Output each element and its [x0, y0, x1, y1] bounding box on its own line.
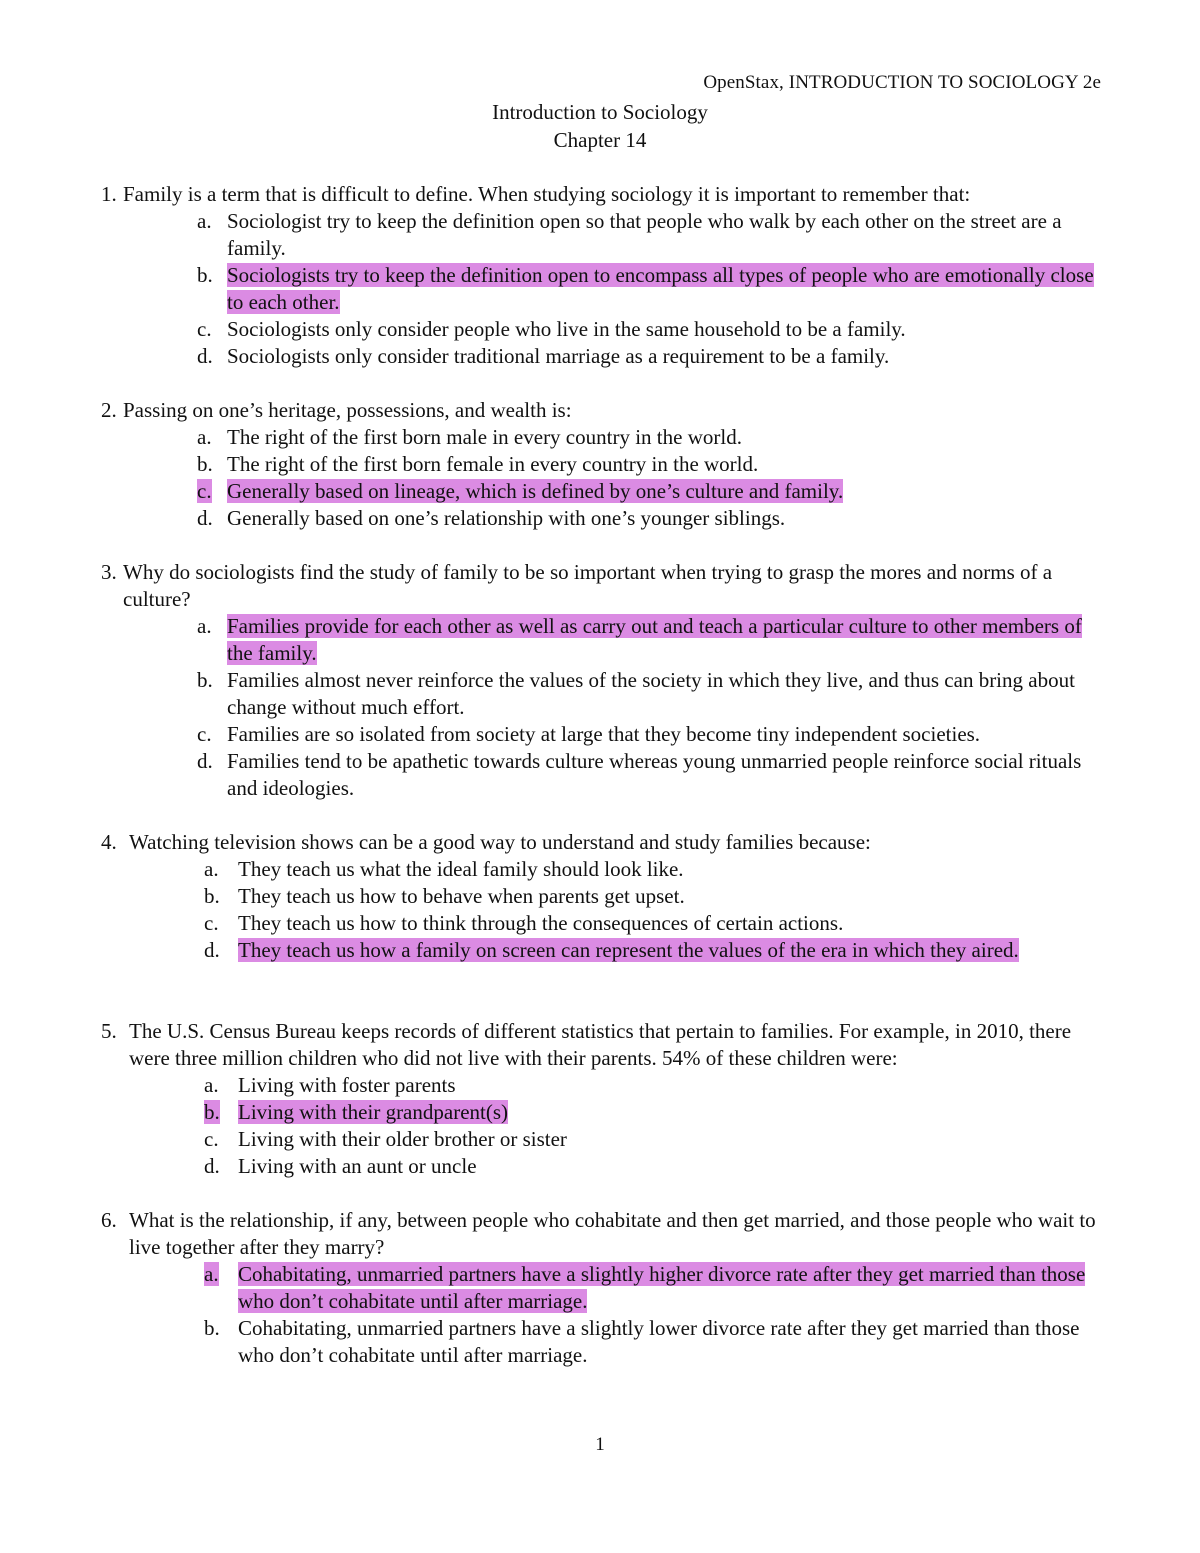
option-text: They teach us how to behave when parents get upset. — [238, 884, 685, 908]
question-5 — [101, 1018, 1111, 1180]
option-text: The right of the first born female in every country in the world. — [227, 452, 759, 476]
option-letter: d. — [204, 1154, 220, 1178]
option — [101, 1153, 1111, 1180]
question-1 — [101, 181, 1111, 370]
option-letter: d. — [197, 344, 213, 368]
option — [101, 208, 1111, 262]
question-number: 3. — [101, 560, 117, 584]
option — [101, 721, 1111, 748]
option-letter: d. — [204, 938, 220, 962]
option-letter: b. — [204, 884, 220, 908]
question-text: The U.S. Census Bureau keeps records of different statistics that pertain to families. For example, in 2010, there were three million children who did not live with their parents. 54% of these children were: — [129, 1019, 1072, 1070]
option-text: The right of the first born male in every country in the world. — [227, 425, 742, 449]
option-letter: c. — [197, 317, 212, 341]
option-text: Sociologists only consider people who live in the same household to be a family. — [227, 317, 906, 341]
option — [101, 910, 1111, 937]
question-4 — [101, 829, 1111, 964]
option-letter: b. — [197, 452, 213, 476]
question-list — [101, 181, 1111, 1369]
highlighted-answer: Living with their grandparent(s) — [238, 1100, 509, 1124]
option-text: They teach us what the ideal family should look like. — [238, 857, 684, 881]
option — [101, 424, 1111, 451]
option — [101, 505, 1111, 532]
option — [101, 748, 1111, 802]
option — [101, 856, 1111, 883]
page-number: 1 — [595, 1434, 605, 1455]
option — [101, 316, 1111, 343]
highlighted-answer: Sociologists try to keep the definition open to encompass all types of people who are emotionally close to each other. — [227, 263, 1094, 314]
option-correct — [101, 1099, 1111, 1126]
option-letter: b. — [197, 263, 213, 287]
option-letter: d. — [197, 749, 213, 773]
option-correct — [101, 262, 1111, 316]
question-number: 4. — [101, 830, 117, 854]
option — [101, 343, 1111, 370]
question-number: 5. — [101, 1019, 117, 1043]
question-text: What is the relationship, if any, between people who cohabitate and then get married, and those people who wait to live together after they marry? — [129, 1208, 1096, 1259]
option — [101, 1126, 1111, 1153]
option-text: Families tend to be apathetic towards culture whereas young unmarried people reinforce social rituals and ideologies. — [227, 749, 1082, 800]
question-text: Watching television shows can be a good way to understand and study families because: — [129, 830, 871, 854]
option-letter: c. — [204, 1127, 219, 1151]
option-letter: a. — [197, 209, 212, 233]
highlighted-answer: They teach us how a family on screen can represent the values of the era in which they aired. — [238, 938, 1019, 962]
option-text: Living with foster parents — [238, 1073, 456, 1097]
question-text: Passing on one’s heritage, possessions, and wealth is: — [123, 398, 572, 422]
highlighted-answer: Cohabitating, unmarried partners have a slightly higher divorce rate after they get married than those who don’t cohabitate until after marriage. — [238, 1262, 1086, 1313]
header-source: OpenStax, INTRODUCTION TO SOCIOLOGY 2e — [703, 72, 1101, 93]
option-letter: a. — [197, 614, 212, 638]
option-letter: a. — [197, 425, 212, 449]
option-letter: c. — [204, 911, 219, 935]
option-correct — [101, 613, 1111, 667]
option — [101, 883, 1111, 910]
question-text: Family is a term that is difficult to define. When studying sociology it is important to remember that: — [123, 182, 971, 206]
question-text: Why do sociologists find the study of family to be so important when trying to grasp the mores and norms of a culture? — [123, 560, 1053, 611]
option-text: Living with their older brother or sister — [238, 1127, 567, 1151]
option-text: They teach us how to think through the consequences of certain actions. — [238, 911, 844, 935]
title-block — [0, 98, 1200, 154]
option-correct — [101, 1261, 1111, 1315]
document-title: Introduction to Sociology — [492, 100, 708, 124]
option-text: Families are so isolated from society at large that they become tiny independent societies. — [227, 722, 981, 746]
option-correct — [101, 937, 1111, 964]
option-text: Living with an aunt or uncle — [238, 1154, 477, 1178]
option — [101, 1315, 1111, 1369]
option — [101, 1072, 1111, 1099]
option — [101, 667, 1111, 721]
option — [101, 451, 1111, 478]
option-text: Sociologists only consider traditional marriage as a requirement to be a family. — [227, 344, 890, 368]
question-number: 6. — [101, 1208, 117, 1232]
question-3 — [101, 559, 1111, 802]
option-text: Sociologist try to keep the definition open so that people who walk by each other on the street are a family. — [227, 209, 1062, 260]
option-letter: a. — [204, 1262, 219, 1286]
question-number: 1. — [101, 182, 117, 206]
question-6 — [101, 1207, 1111, 1369]
question-number: 2. — [101, 398, 117, 422]
option-text: Generally based on one’s relationship with one’s younger siblings. — [227, 506, 786, 530]
highlighted-answer: Families provide for each other as well as carry out and teach a particular culture to other members of the family. — [227, 614, 1082, 665]
option-letter: c. — [197, 479, 212, 503]
highlighted-answer: Generally based on lineage, which is defined by one’s culture and family. — [227, 479, 844, 503]
option-letter: b. — [204, 1100, 220, 1124]
question-2 — [101, 397, 1111, 532]
chapter-title: Chapter 14 — [553, 128, 647, 152]
option-letter: a. — [204, 1073, 219, 1097]
option-correct — [101, 478, 1111, 505]
option-letter: d. — [197, 506, 213, 530]
option-letter: b. — [204, 1316, 220, 1340]
option-text: Families almost never reinforce the values of the society in which they live, and thus can bring about change without much effort. — [227, 668, 1075, 719]
option-letter: b. — [197, 668, 213, 692]
option-text: Cohabitating, unmarried partners have a slightly lower divorce rate after they get married than those who don’t cohabitate until after marriage. — [238, 1316, 1080, 1367]
option-letter: a. — [204, 857, 219, 881]
option-letter: c. — [197, 722, 212, 746]
